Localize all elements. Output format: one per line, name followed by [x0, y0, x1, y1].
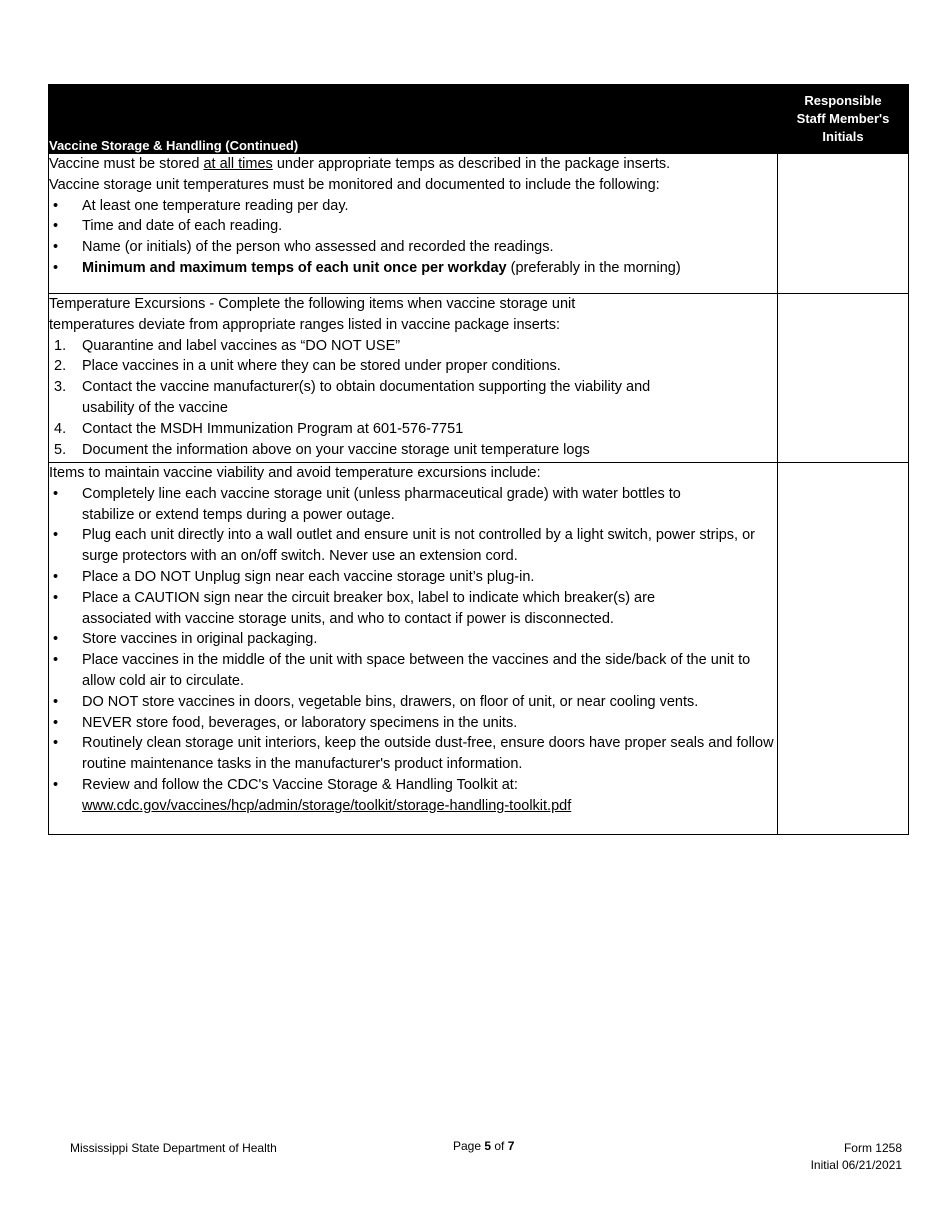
monitoring-intro-text: Vaccine storage unit temperatures must be monitored and documented to include the following:	[49, 176, 660, 193]
list-item: • Place a DO NOT Unplug sign near each vaccine storage unit’s plug-in.	[53, 568, 535, 585]
monitoring-section	[49, 154, 778, 294]
table-header-title: Vaccine Storage & Handling (Continued)	[49, 85, 778, 154]
list-item: 1. Quarantine and label vaccines as “DO NOT USE”	[54, 337, 401, 354]
temperature-excursions-section	[49, 294, 778, 463]
viability-tips-list	[49, 484, 777, 817]
list-item: 3. Contact the vaccine manufacturer(s) to obtain documentation supporting the viability and usability of the vaccine	[54, 379, 651, 416]
monitoring-list	[49, 196, 777, 279]
list-item: 4. Contact the MSDH Immunization Program at 601-576-7751	[54, 420, 464, 437]
viability-tips-section	[49, 463, 778, 835]
list-item: • Routinely clean storage unit interiors, keep the outside dust-free, ensure doors have proper seals and follow routine maintenance tasks in the manufacturer's product information.	[53, 735, 774, 773]
header-initials-line: Initials	[822, 129, 864, 144]
list-item: • DO NOT store vaccines in doors, vegetable bins, drawers, on floor of unit, or near cooling vents.	[53, 693, 699, 710]
footer-organization: Mississippi State Department of Health	[70, 1141, 277, 1155]
footer-form-info	[811, 1140, 902, 1174]
initials-cell[interactable]	[778, 154, 909, 294]
cdc-toolkit-link[interactable]: www.cdc.gov/vaccines/hcp/admin/storage/toolkit/storage-handling-toolkit.pdf	[82, 797, 572, 814]
list-item: • Plug each unit directly into a wall outlet and ensure unit is not controlled by a light switch, power strips, or surge protectors with an on/off switch. Never use an extension cord.	[53, 527, 755, 565]
excursions-intro-line: temperatures deviate from appropriate ranges listed in vaccine package inserts:	[49, 316, 560, 333]
list-item: 2. Place vaccines in a unit where they can be stored under proper conditions.	[54, 358, 561, 375]
list-item: • Store vaccines in original packaging.	[53, 631, 318, 648]
vaccine-storage-table	[48, 84, 909, 835]
list-item: • Completely line each vaccine storage unit (unless pharmaceutical grade) with water bottles to stabilize or extend temps during a power outage.	[53, 485, 681, 523]
form-date: Initial 06/21/2021	[810, 1158, 902, 1172]
list-item: • NEVER store food, beverages, or laboratory specimens in the units.	[53, 714, 518, 731]
form-number: Form 1258	[843, 1141, 902, 1155]
initials-cell[interactable]	[778, 463, 909, 835]
header-initials-line: Staff Member's	[796, 111, 890, 126]
emphasis-at-all-times: at all times	[203, 156, 273, 172]
viability-intro-text: Items to maintain vaccine viability and avoid temperature excursions include:	[49, 465, 541, 481]
excursions-intro-line: Temperature Excursions - Complete the following items when vaccine storage unit	[49, 296, 576, 312]
list-item: • Minimum and maximum temps of each unit once per workday (preferably in the morning)	[53, 259, 681, 276]
list-item: • Place a CAUTION sign near the circuit breaker box, label to indicate which breaker(s) are associated with vaccine storage units, and who to contact if power is disconnected.	[53, 589, 656, 627]
list-item: • Time and date of each reading.	[53, 218, 283, 235]
list-item: 5. Document the information above on your vaccine storage unit temperature logs	[54, 441, 590, 458]
list-item: • Place vaccines in the middle of the unit with space between the vaccines and the side/back of the unit to allow cold air to circulate.	[53, 652, 751, 689]
storage-requirement-text: Vaccine must be stored at all times under appropriate temps as described in the package inserts.	[49, 156, 671, 172]
footer-page-number: Page 5 of 7	[453, 1139, 515, 1153]
header-initials-line: Responsible	[804, 93, 882, 108]
list-item: • Review and follow the CDC's Vaccine Storage & Handling Toolkit at: www.cdc.gov/vaccines/hcp/admin/storage/toolkit/storage-handling-toolkit.pdf	[53, 776, 572, 814]
list-item: • Name (or initials) of the person who assessed and recorded the readings.	[53, 239, 554, 256]
list-item: • At least one temperature reading per day.	[53, 197, 349, 214]
excursions-steps-list	[49, 336, 777, 461]
table-header-initials	[778, 85, 909, 154]
initials-cell[interactable]	[778, 294, 909, 463]
